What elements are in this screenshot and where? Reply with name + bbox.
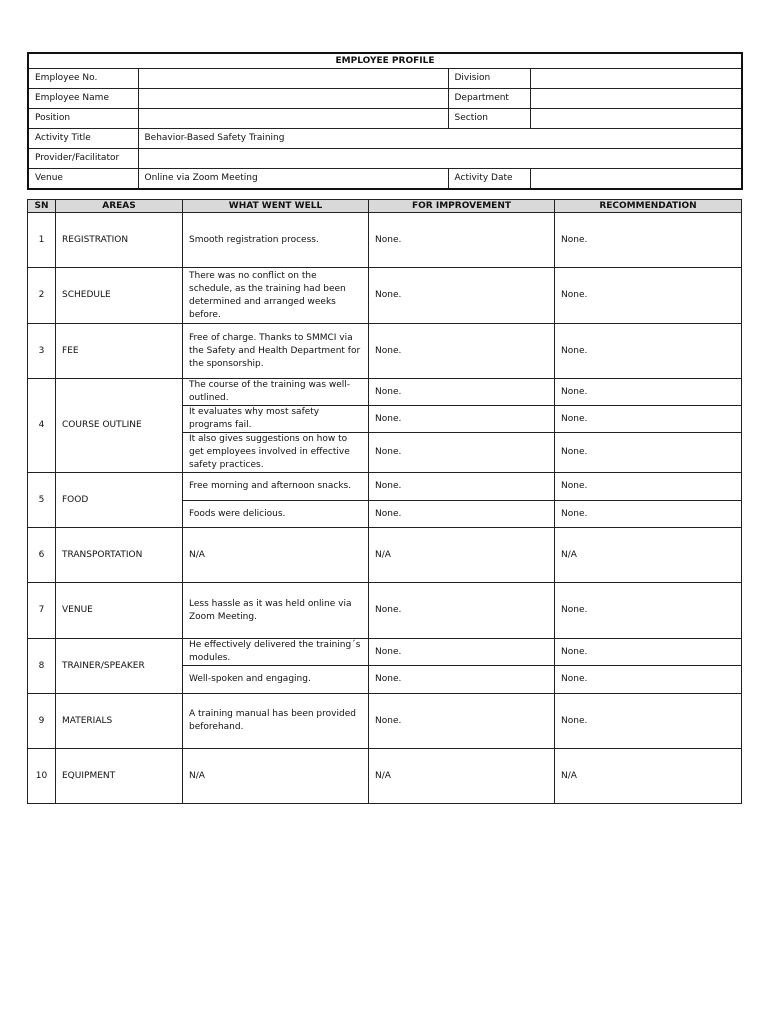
what-went-well-cell: The course of the training was well-outlined. [183, 379, 369, 406]
area-cell: VENUE [56, 583, 183, 639]
activity-title-field[interactable]: Behavior-Based Safety Training [138, 129, 742, 149]
row-number: 5 [28, 473, 56, 528]
what-went-well-cell: There was no conflict on the schedule, as the training had been determined and arranged weeks before. [183, 268, 369, 324]
area-cell: FEE [56, 324, 183, 379]
employee-name-label: Employee Name [28, 89, 138, 109]
improvement-cell: None. [369, 501, 555, 528]
section-label: Section [448, 109, 530, 129]
header-what-went-well: WHAT WENT WELL [183, 200, 369, 213]
table-row [28, 639, 742, 666]
recommendation-cell: None. [555, 666, 742, 694]
header-sn: SN [28, 200, 56, 213]
position-field[interactable] [138, 109, 448, 129]
recommendation-cell: None. [555, 583, 742, 639]
table-row [28, 528, 742, 583]
what-went-well-cell: He effectively delivered the training´s modules. [183, 639, 369, 666]
what-went-well-cell: Free morning and afternoon snacks. [183, 473, 369, 501]
activity-title-label: Activity Title [28, 129, 138, 149]
row-number: 8 [28, 639, 56, 694]
table-row [28, 473, 742, 501]
improvement-cell: None. [369, 406, 555, 433]
what-went-well-cell: It evaluates why most safety programs fail. [183, 406, 369, 433]
department-label: Department [448, 89, 530, 109]
what-went-well-cell: N/A [183, 749, 369, 804]
what-went-well-cell: Less hassle as it was held online via Zoom Meeting. [183, 583, 369, 639]
section-field[interactable] [530, 109, 742, 129]
improvement-cell: N/A [369, 528, 555, 583]
row-number: 9 [28, 694, 56, 749]
area-cell: MATERIALS [56, 694, 183, 749]
recommendation-cell: None. [555, 639, 742, 666]
improvement-cell: None. [369, 666, 555, 694]
division-label: Division [448, 69, 530, 89]
table-row [28, 694, 742, 749]
area-cell: TRAINER/SPEAKER [56, 639, 183, 694]
recommendation-cell: None. [555, 473, 742, 501]
improvement-cell: None. [369, 324, 555, 379]
row-number: 10 [28, 749, 56, 804]
row-number: 7 [28, 583, 56, 639]
department-field[interactable] [530, 89, 742, 109]
header-areas: AREAS [56, 200, 183, 213]
employee-profile-table [27, 52, 743, 190]
what-went-well-cell: N/A [183, 528, 369, 583]
table-row [28, 324, 742, 379]
header-recommendation: RECOMMENDATION [555, 200, 742, 213]
row-number: 4 [28, 379, 56, 473]
recommendation-cell: None. [555, 324, 742, 379]
area-cell: SCHEDULE [56, 268, 183, 324]
employee-name-field[interactable] [138, 89, 448, 109]
recommendation-cell: None. [555, 501, 742, 528]
what-went-well-cell: Well-spoken and engaging. [183, 666, 369, 694]
recommendation-cell: None. [555, 433, 742, 473]
table-row [28, 583, 742, 639]
evaluation-table [27, 199, 742, 804]
recommendation-cell: N/A [555, 528, 742, 583]
provider-label: Provider/Facilitator [28, 149, 138, 169]
row-number: 1 [28, 213, 56, 268]
area-cell: EQUIPMENT [56, 749, 183, 804]
activity-date-field[interactable] [530, 169, 742, 190]
table-row [28, 379, 742, 406]
improvement-cell: None. [369, 433, 555, 473]
improvement-cell: None. [369, 694, 555, 749]
recommendation-cell: N/A [555, 749, 742, 804]
area-cell: REGISTRATION [56, 213, 183, 268]
provider-field[interactable] [138, 149, 742, 169]
improvement-cell: None. [369, 639, 555, 666]
improvement-cell: None. [369, 213, 555, 268]
area-cell: FOOD [56, 473, 183, 528]
what-went-well-cell: Smooth registration process. [183, 213, 369, 268]
table-row [28, 268, 742, 324]
recommendation-cell: None. [555, 406, 742, 433]
what-went-well-cell: Foods were delicious. [183, 501, 369, 528]
row-number: 6 [28, 528, 56, 583]
employee-no-field[interactable] [138, 69, 448, 89]
improvement-cell: None. [369, 473, 555, 501]
area-cell: COURSE OUTLINE [56, 379, 183, 473]
recommendation-cell: None. [555, 268, 742, 324]
improvement-cell: None. [369, 583, 555, 639]
improvement-cell: None. [369, 379, 555, 406]
row-number: 3 [28, 324, 56, 379]
what-went-well-cell: A training manual has been provided beforehand. [183, 694, 369, 749]
division-field[interactable] [530, 69, 742, 89]
area-cell: TRANSPORTATION [56, 528, 183, 583]
what-went-well-cell: It also gives suggestions on how to get employees involved in effective safety practices. [183, 433, 369, 473]
what-went-well-cell: Free of charge. Thanks to SMMCI via the Safety and Health Department for the sponsorship. [183, 324, 369, 379]
table-row [28, 213, 742, 268]
row-number: 2 [28, 268, 56, 324]
position-label: Position [28, 109, 138, 129]
profile-title: EMPLOYEE PROFILE [28, 53, 742, 69]
venue-field[interactable]: Online via Zoom Meeting [138, 169, 448, 190]
improvement-cell: N/A [369, 749, 555, 804]
header-for-improvement: FOR IMPROVEMENT [369, 200, 555, 213]
improvement-cell: None. [369, 268, 555, 324]
employee-no-label: Employee No. [28, 69, 138, 89]
recommendation-cell: None. [555, 694, 742, 749]
activity-date-label: Activity Date [448, 169, 530, 190]
recommendation-cell: None. [555, 379, 742, 406]
table-row [28, 749, 742, 804]
venue-label: Venue [28, 169, 138, 190]
recommendation-cell: None. [555, 213, 742, 268]
